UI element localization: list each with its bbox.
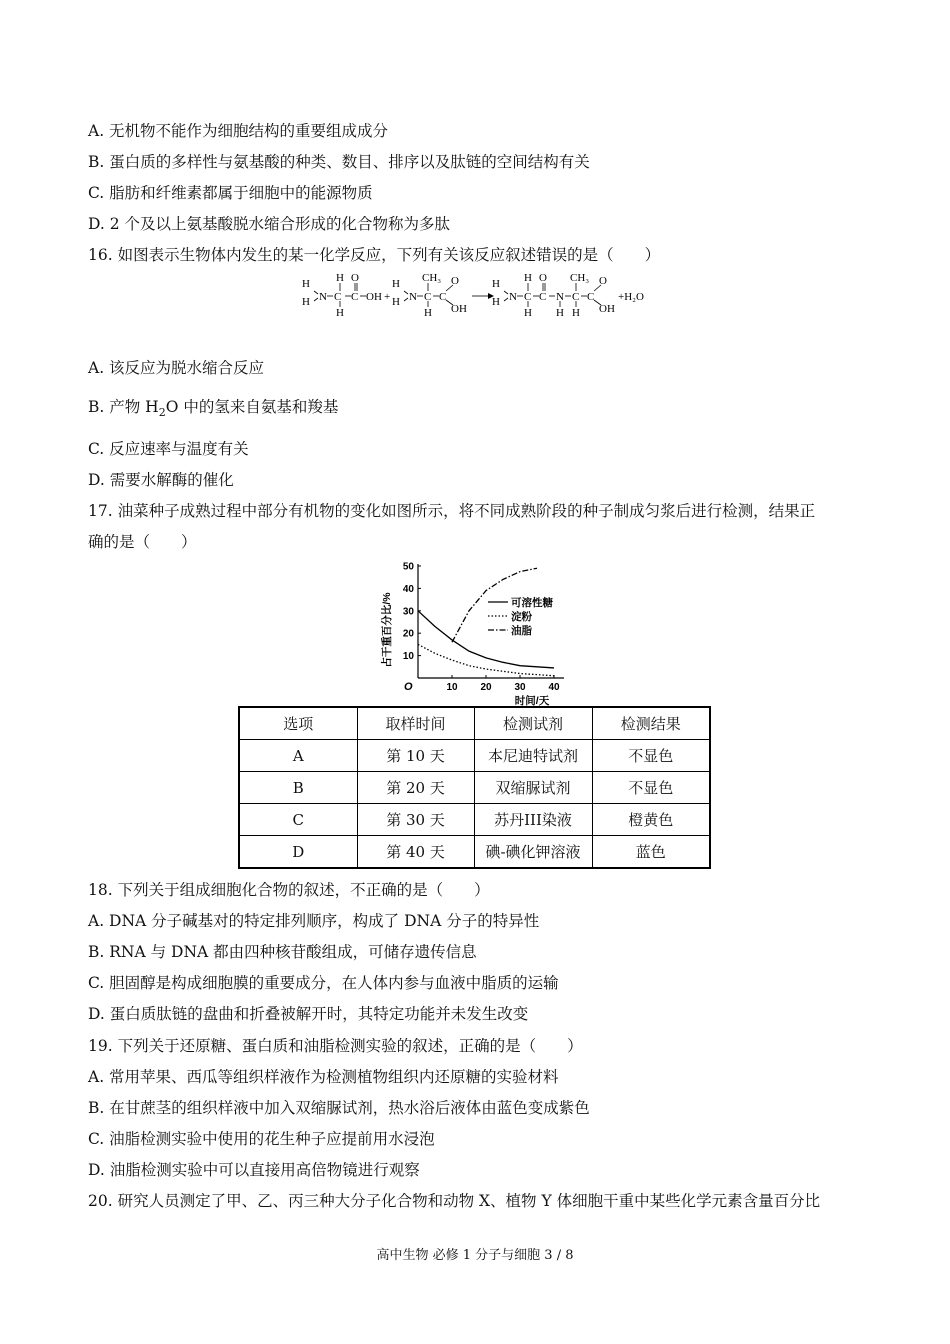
- equation-atom-label: H: [556, 307, 564, 319]
- table-cell: C: [239, 804, 357, 836]
- equation-atom-label: H: [424, 307, 432, 319]
- x-tick-label: 30: [514, 682, 526, 693]
- equation-atom-label: H: [492, 296, 500, 308]
- equation-atom-label: C: [439, 291, 447, 303]
- q16-option-b-pre: B. 产物 H: [88, 398, 159, 416]
- y-tick-label: 20: [402, 628, 414, 640]
- table-cell: 碘-碘化钾溶液: [474, 836, 592, 869]
- q18-option-b: B. RNA 与 DNA 都由四种核苷酸组成，可储存遗传信息: [88, 943, 477, 961]
- equation-atom-label: O: [539, 272, 547, 284]
- q17-stem-line1: 17. 油菜种子成熟过程中部分有机物的变化如图所示，将不同成熟阶段的种子制成匀浆后进行检测，结果正: [88, 502, 816, 520]
- q16-option-b-sub: 2: [158, 406, 166, 420]
- legend-label: 淀粉: [511, 611, 532, 623]
- y-tick-label: 10: [402, 651, 414, 663]
- table-cell: D: [239, 836, 357, 869]
- table-cell: 蓝色: [592, 836, 710, 869]
- table-cell: 第 40 天: [357, 836, 474, 869]
- table-cell: 第 10 天: [357, 740, 474, 772]
- equation-atom-label: H: [524, 272, 532, 284]
- table-cell: 不显色: [592, 740, 710, 772]
- q19-stem: 19. 下列关于还原糖、蛋白质和油脂检测实验的叙述，正确的是（ ）: [88, 1037, 583, 1055]
- table-header-cell: 检测试剂: [474, 707, 592, 740]
- q18-stem: 18. 下列关于组成细胞化合物的叙述，不正确的是（ ）: [88, 881, 490, 899]
- q15-option-a: A. 无机物不能作为细胞结构的重要组成成分: [88, 122, 389, 140]
- equation-atom-label: H: [392, 296, 400, 308]
- table-cell: 本尼迪特试剂: [474, 740, 592, 772]
- q15-option-c: C. 脂肪和纤维素都属于细胞中的能源物质: [88, 184, 373, 202]
- q15-option-d: D. 2 个及以上氨基酸脱水缩合形成的化合物称为多肽: [88, 215, 451, 233]
- q17-options-table: [238, 706, 711, 869]
- seed-composition-chart: [378, 560, 578, 710]
- equation-atom-label: O: [451, 275, 459, 287]
- equation-atom-label: C: [539, 291, 547, 303]
- equation-atom-label: H: [302, 278, 310, 290]
- legend-label: 油脂: [511, 625, 532, 637]
- equation-atom-label: H: [336, 307, 344, 319]
- equation-atom-label: +: [384, 291, 391, 303]
- table-row: [239, 836, 710, 869]
- table-header-cell: 检测结果: [592, 707, 710, 740]
- equation-atom-label: C: [572, 291, 580, 303]
- equation-atom-label: N: [509, 291, 517, 303]
- legend-label: 可溶性糖: [511, 597, 553, 609]
- equation-atom-label: C: [334, 291, 342, 303]
- equation-atom-label: C: [424, 291, 432, 303]
- table-row: [239, 804, 710, 836]
- q18-option-a: A. DNA 分子碱基对的特定排列顺序，构成了 DNA 分子的特异性: [88, 912, 540, 930]
- table-header-row: [239, 707, 710, 740]
- table-row: [239, 772, 710, 804]
- table-cell: 双缩脲试剂: [474, 772, 592, 804]
- equation-atom-label: C: [524, 291, 532, 303]
- q16-option-b: [88, 397, 338, 423]
- equation-atom-label: O: [351, 272, 359, 284]
- q19-option-b: B. 在甘蔗茎的组织样液中加入双缩脲试剂，热水浴后液体由蓝色变成紫色: [88, 1099, 590, 1117]
- q16-option-d: D. 需要水解酶的催化: [88, 471, 234, 489]
- q17-stem-line2: 确的是（ ）: [88, 533, 197, 551]
- q19-option-a: A. 常用苹果、西瓜等组织样液作为检测植物组织内还原糖的实验材料: [88, 1068, 559, 1086]
- q20-stem: 20. 研究人员测定了甲、乙、丙三种大分子化合物和动物 X、植物 Y 体细胞干重中某些化学元素含量百分比: [88, 1192, 821, 1210]
- table-cell: 不显色: [592, 772, 710, 804]
- equation-atom-label: O: [599, 275, 607, 287]
- equation-atom-label: H: [492, 278, 500, 290]
- equation-atom-label: N: [556, 291, 564, 303]
- q19-option-d: D. 油脂检测实验中可以直接用高倍物镜进行观察: [88, 1161, 420, 1179]
- table-cell: 橙黄色: [592, 804, 710, 836]
- q16-stem: 16. 如图表示生物体内发生的某一化学反应，下列有关该反应叙述错误的是（ ）: [88, 246, 661, 264]
- y-tick-label: 50: [402, 561, 414, 573]
- table-cell: B: [239, 772, 357, 804]
- q16-option-b-post: O 中的氢来自氨基和羧基: [165, 398, 339, 416]
- q16-option-c: C. 反应速率与温度有关: [88, 440, 249, 458]
- q18-option-d: D. 蛋白质肽链的盘曲和折叠被解开时，其特定功能并未发生改变: [88, 1005, 529, 1023]
- equation-atom-label: N: [409, 291, 417, 303]
- equation-atom-label: H: [524, 307, 532, 319]
- page-footer: 高中生物 必修 1 分子与细胞 3 / 8: [376, 1248, 574, 1263]
- equation-atom-label: N: [319, 291, 327, 303]
- equation-atom-label: C: [587, 291, 595, 303]
- equation-atom-label: H: [336, 272, 344, 284]
- equation-atom-label: OH: [599, 303, 615, 315]
- peptide-reaction-equation: [300, 272, 660, 322]
- y-axis-label: 占干重百分比/%: [381, 592, 393, 668]
- table-cell: 苏丹III染液: [474, 804, 592, 836]
- table-row: [239, 740, 710, 772]
- equation-atom-label: OH: [451, 303, 467, 315]
- q18-option-c: C. 胆固醇是构成细胞膜的重要成分，在人体内参与血液中脂质的运输: [88, 974, 559, 992]
- q15-option-b: B. 蛋白质的多样性与氨基酸的种类、数目、排序以及肽链的空间结构有关: [88, 153, 590, 171]
- equation-atom-label: C: [351, 291, 359, 303]
- x-tick-label: 10: [446, 682, 458, 693]
- equation-atom-label: H: [302, 296, 310, 308]
- table-header-cell: 选项: [239, 707, 357, 740]
- equation-atom-label: H: [572, 307, 580, 319]
- equation-atom-label: H: [392, 278, 400, 290]
- q16-option-a: A. 该反应为脱水缩合反应: [88, 359, 265, 377]
- x-tick-label: 40: [548, 682, 560, 693]
- q19-option-c: C. 油脂检测实验中使用的花生种子应提前用水浸泡: [88, 1130, 435, 1148]
- x-axis-label: 时间/天: [514, 695, 550, 707]
- table-header-cell: 取样时间: [357, 707, 474, 740]
- equation-atom-label: CH₃: [570, 272, 590, 284]
- series-line-2: [418, 644, 554, 675]
- x-tick-label: 20: [480, 682, 492, 693]
- y-tick-label: 30: [402, 606, 414, 618]
- table-cell: A: [239, 740, 357, 772]
- y-tick-label: 40: [402, 583, 414, 595]
- equation-atom-label: +H₂O: [618, 291, 644, 303]
- table-cell: 第 30 天: [357, 804, 474, 836]
- table-cell: 第 20 天: [357, 772, 474, 804]
- chart-origin-label: O: [404, 681, 413, 693]
- equation-atom-label: OH: [366, 291, 382, 303]
- series-line-1: [418, 611, 554, 668]
- equation-atom-label: CH₃: [422, 272, 442, 284]
